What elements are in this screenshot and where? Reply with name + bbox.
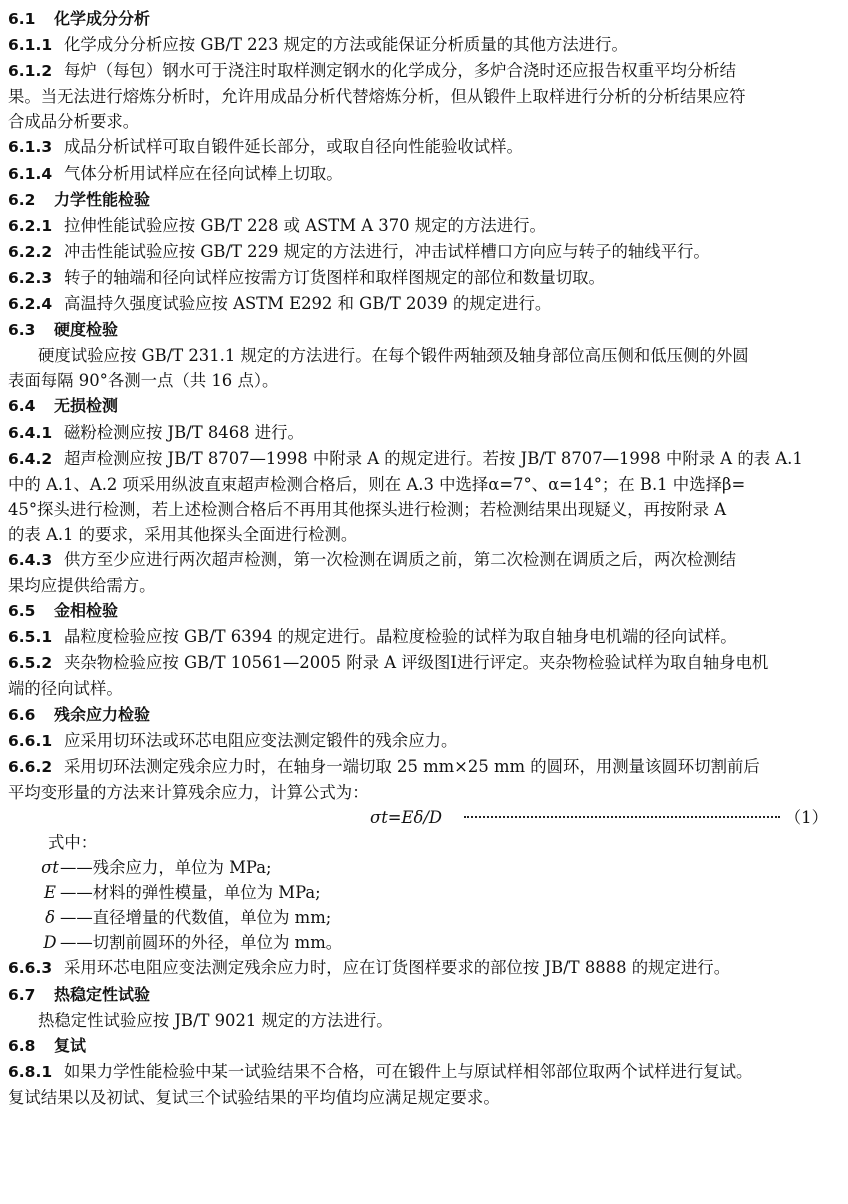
formula-expression: σt=Eδ/D <box>370 807 443 827</box>
clause-text: 采用环芯电阻应变法测定残余应力时，应在订货图样要求的部位按 JB/T 8888 的规定进行。 <box>64 958 731 978</box>
clause-text: 高温持久强度试验应按 ASTM E292 和 GB/T 2039 的规定进行。 <box>64 294 552 314</box>
clause: 6.1.4 气体分析用试样应在径向试棒上切取。 <box>8 163 343 183</box>
clause-text: 冲击性能试验应按 GB/T 229 规定的方法进行，冲击试样槽口方向应与转子的轴线平行。 <box>64 241 710 261</box>
definition-symbol: σt <box>41 858 59 878</box>
clause-continuation: 中的 A.1、A.2 项采用纵波直束超声检测合格后，则在 A.3 中选择α=7°、α=14°；在 B.1 中选择β= <box>8 474 746 494</box>
section-title: 热稳定性试验 <box>54 984 151 1004</box>
section-title: 力学性能检验 <box>54 189 151 209</box>
clause: 6.6.1 应采用切环法或环芯电阻应变法测定锻件的残余应力。 <box>8 730 458 750</box>
clause-text: 采用切环法测定残余应力时，在轴身一端切取 25 mm×25 mm 的圆环，用测量该圆环切割前后 <box>64 756 760 776</box>
section-heading: 6.3 硬度检验 <box>8 320 119 340</box>
definition-text: ——直径增量的代数值，单位为 mm; <box>60 908 332 928</box>
clause-text: 气体分析用试样应在径向试棒上切取。 <box>64 163 343 183</box>
formula-leader-dots <box>464 816 780 818</box>
section-heading: 6.4 无损检测 <box>8 396 119 416</box>
clause: 6.6.3 采用环芯电阻应变法测定残余应力时，应在订货图样要求的部位按 JB/T 8888 的规定进行。 <box>8 958 731 978</box>
clause-text: 磁粉检测应按 JB/T 8468 进行。 <box>64 422 304 442</box>
clause-continuation: 合成品分析要求。 <box>8 112 140 132</box>
clause-text: 化学成分分析应按 GB/T 223 规定的方法或能保证分析质量的其他方法进行。 <box>64 35 628 55</box>
clause: 6.2.4 高温持久强度试验应按 ASTM E292 和 GB/T 2039 的规定进行。 <box>8 294 552 314</box>
section-heading: 6.2 力学性能检验 <box>8 189 151 209</box>
paragraph-text: 热稳定性试验应按 JB/T 9021 规定的方法进行。 <box>38 1010 393 1030</box>
definition-item <box>8 880 840 905</box>
clause: 6.5.1 晶粒度检验应按 GB/T 6394 的规定进行。晶粒度检验的试样为取自轴身电机端的径向试样。 <box>8 627 737 647</box>
section-title: 复试 <box>54 1035 87 1055</box>
definition-symbol: δ <box>45 908 55 928</box>
section-title: 硬度检验 <box>54 320 119 340</box>
clause: 6.1.2 每炉（每包）钢水可于浇注时取样测定钢水的化学成分，多炉合浇时还应报告权重平均分析结 <box>8 61 737 81</box>
clause-continuation: 端的径向试样。 <box>8 679 123 699</box>
clause-text: 应采用切环法或环芯电阻应变法测定锻件的残余应力。 <box>64 730 458 750</box>
section-title: 金相检验 <box>54 601 119 621</box>
paragraph-text: 硬度试验应按 GB/T 231.1 规定的方法进行。在每个锻件两轴颈及轴身部位高压侧和低压侧的外圆 <box>38 346 749 366</box>
clause-continuation: 平均变形量的方法来计算残余应力，计算公式为： <box>8 782 369 802</box>
clause-continuation: 果。当无法进行熔炼分析时，允许用成品分析代替熔炼分析，但从锻件上取样进行分析的分析结果应符 <box>8 87 746 107</box>
definition-text: ——材料的弹性模量，单位为 MPa; <box>60 883 321 903</box>
clause-text: 夹杂物检验应按 GB/T 10561—2005 附录 A 评级图Ⅰ进行评定。夹杂物检验试样为取自轴身电机 <box>64 653 769 673</box>
section-heading: 6.1 化学成分分析 <box>8 9 151 28</box>
definition-item <box>8 905 840 930</box>
clause-text: 超声检测应按 JB/T 8707—1998 中附录 A 的规定进行。若按 JB/T 8707—1998 中附录 A 的表 A.1 <box>64 448 803 468</box>
clause: 6.2.1 拉伸性能试验应按 GB/T 228 或 ASTM A 370 规定的方法进行。 <box>8 215 546 235</box>
clause-continuation: 果均应提供给需方。 <box>8 576 156 596</box>
clause-text: 供方至少应进行两次超声检测，第一次检测在调质之前，第二次检测在调质之后，两次检测结 <box>64 549 737 569</box>
clause-text: 拉伸性能试验应按 GB/T 228 或 ASTM A 370 规定的方法进行。 <box>64 215 546 235</box>
clause-continuation: 45°探头进行检测，若上述检测合格后不再用其他探头进行检测；若检测结果出现疑义，再按附录 A <box>8 499 727 519</box>
definition-text: ——切割前圆环的外径，单位为 mm。 <box>60 933 343 953</box>
paragraph-continuation: 表面每隔 90°各测一点（共 16 点）。 <box>8 371 279 391</box>
definition-symbol: D <box>43 933 57 953</box>
clause: 6.8.1 如果力学性能检验中某一试验结果不合格，可在锻件上与原试样相邻部位取两个试样进行复试。 <box>8 1061 753 1081</box>
section-heading: 6.8 复试 <box>8 1035 87 1055</box>
clause: 6.4.2 超声检测应按 JB/T 8707—1998 中附录 A 的规定进行。若按 JB/T 8707—1998 中附录 A 的表 A.1 <box>8 448 803 468</box>
definition-item <box>8 930 840 955</box>
clause: 6.2.3 转子的轴端和径向试样应按需方订货图样和取样图规定的部位和数量切取。 <box>8 267 605 287</box>
clause-text: 每炉（每包）钢水可于浇注时取样测定钢水的化学成分，多炉合浇时还应报告权重平均分析结 <box>64 61 737 81</box>
section-title: 残余应力检验 <box>54 704 151 724</box>
definition-text: ——残余应力，单位为 MPa; <box>60 858 272 878</box>
section-heading: 6.7 热稳定性试验 <box>8 984 151 1004</box>
where-label: 式中： <box>48 833 98 852</box>
clause-text: 晶粒度检验应按 GB/T 6394 的规定进行。晶粒度检验的试样为取自轴身电机端的径向试样。 <box>64 627 737 647</box>
clause: 6.1.3 成品分析试样可取自锻件延长部分，或取自径向性能验收试样。 <box>8 137 523 157</box>
clause: 6.5.2 夹杂物检验应按 GB/T 10561—2005 附录 A 评级图Ⅰ进行评定。夹杂物检验试样为取自轴身电机 <box>8 653 769 673</box>
clause-text: 成品分析试样可取自锻件延长部分，或取自径向性能验收试样。 <box>64 137 523 157</box>
section-heading: 6.6 残余应力检验 <box>8 704 151 724</box>
clause: 6.4.1 磁粉检测应按 JB/T 8468 进行。 <box>8 422 304 442</box>
section-title: 无损检测 <box>54 396 119 416</box>
clause-text: 如果力学性能检验中某一试验结果不合格，可在锻件上与原试样相邻部位取两个试样进行复试。 <box>64 1061 753 1081</box>
clause: 6.1.1 化学成分分析应按 GB/T 223 规定的方法或能保证分析质量的其他方法进行。 <box>8 35 628 55</box>
section-title: 化学成分分析 <box>54 9 151 28</box>
clause-text: 转子的轴端和径向试样应按需方订货图样和取样图规定的部位和数量切取。 <box>64 267 605 287</box>
section-heading: 6.5 金相检验 <box>8 601 119 621</box>
definition-item <box>8 855 840 880</box>
clause-continuation: 的表 A.1 的要求，采用其他探头全面进行检测。 <box>8 524 358 544</box>
clause-continuation: 复试结果以及初试、复试三个试验结果的平均值均应满足规定要求。 <box>8 1087 500 1107</box>
clause: 6.4.3 供方至少应进行两次超声检测，第一次检测在调质之前，第二次检测在调质之后，两次检测结 <box>8 549 737 569</box>
formula-line <box>8 805 840 830</box>
clause: 6.6.2 采用切环法测定残余应力时，在轴身一端切取 25 mm×25 mm 的圆环，用测量该圆环切割前后 <box>8 756 760 776</box>
equation-number: （1） <box>784 807 828 827</box>
clause: 6.2.2 冲击性能试验应按 GB/T 229 规定的方法进行，冲击试样槽口方向应与转子的轴线平行。 <box>8 241 710 261</box>
definition-symbol: E <box>44 883 56 903</box>
